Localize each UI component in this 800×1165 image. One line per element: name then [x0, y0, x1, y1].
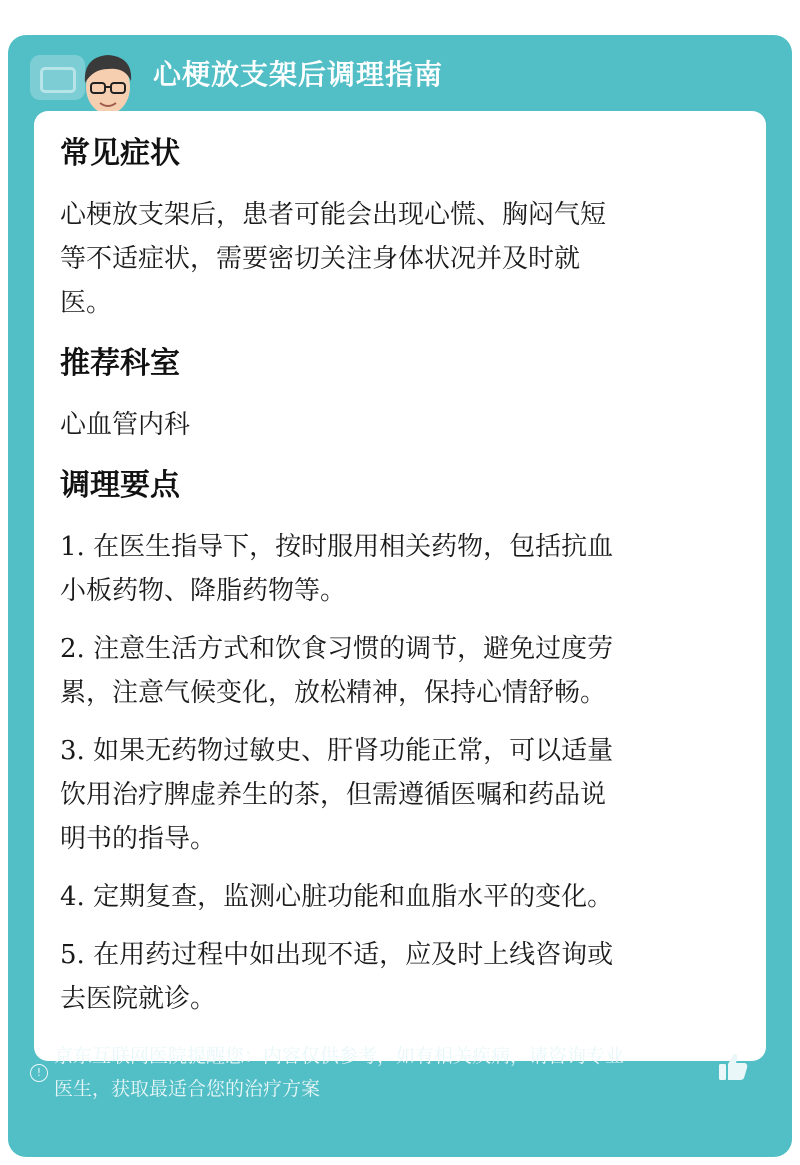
- footer-disclaimer: [54, 1040, 724, 1106]
- thumbs-up-icon[interactable]: [716, 1050, 750, 1084]
- item-text: 累，注意气候变化，放松精神，保持心情舒畅。: [60, 678, 607, 708]
- info-icon: !: [30, 1064, 48, 1082]
- list-item: [60, 729, 740, 861]
- guide-panel: [8, 35, 792, 1157]
- item-text: 饮用治疗脾虚养生的茶，但需遵循医嘱和药品说: [60, 780, 607, 810]
- item-text: 如果无药物过敏史、肝肾功能正常，可以适量: [84, 736, 614, 766]
- list-item: [60, 875, 740, 919]
- symptoms-line: 心梗放支架后，患者可能会出现心慌、胸闷气短: [60, 200, 607, 230]
- item-number: 1.: [60, 532, 85, 562]
- symptoms-line: 医。: [60, 288, 113, 318]
- section-heading-department: 推荐科室: [60, 346, 180, 381]
- page-title: 心梗放支架后调理指南: [153, 58, 444, 91]
- list-item: [60, 933, 740, 1021]
- item-text: 定期复查，监测心脏功能和血脂水平的变化。: [84, 882, 614, 912]
- footer-line: 医生，获取最适合您的治疗方案: [54, 1078, 321, 1100]
- item-text: 小板药物、降脂药物等。: [60, 576, 347, 606]
- item-number: 5.: [60, 940, 85, 970]
- item-text: 明书的指导。: [60, 824, 217, 854]
- item-text: 在用药过程中如出现不适，应及时上线咨询或: [84, 940, 614, 970]
- item-number: 2.: [60, 634, 85, 664]
- item-number: 3.: [60, 736, 85, 766]
- list-item: [60, 525, 740, 613]
- item-number: 4.: [60, 882, 85, 912]
- item-text: 去医院就诊。: [60, 984, 217, 1014]
- footer-line: 京东互联网医院提醒您：内容仅供参考，如有相关疾病，请咨询专业: [54, 1045, 625, 1067]
- department-text: 心血管内科: [60, 410, 191, 440]
- item-text: 注意生活方式和饮食习惯的调节，避免过度劳: [84, 634, 614, 664]
- section-heading-symptoms: 常见症状: [60, 136, 180, 171]
- content-card: [34, 111, 766, 1061]
- symptoms-line: 等不适症状，需要密切关注身体状况并及时就: [60, 244, 581, 274]
- section-heading-care-points: 调理要点: [60, 468, 180, 503]
- item-text: 在医生指导下，按时服用相关药物，包括抗血: [84, 532, 614, 562]
- list-item: [60, 627, 740, 715]
